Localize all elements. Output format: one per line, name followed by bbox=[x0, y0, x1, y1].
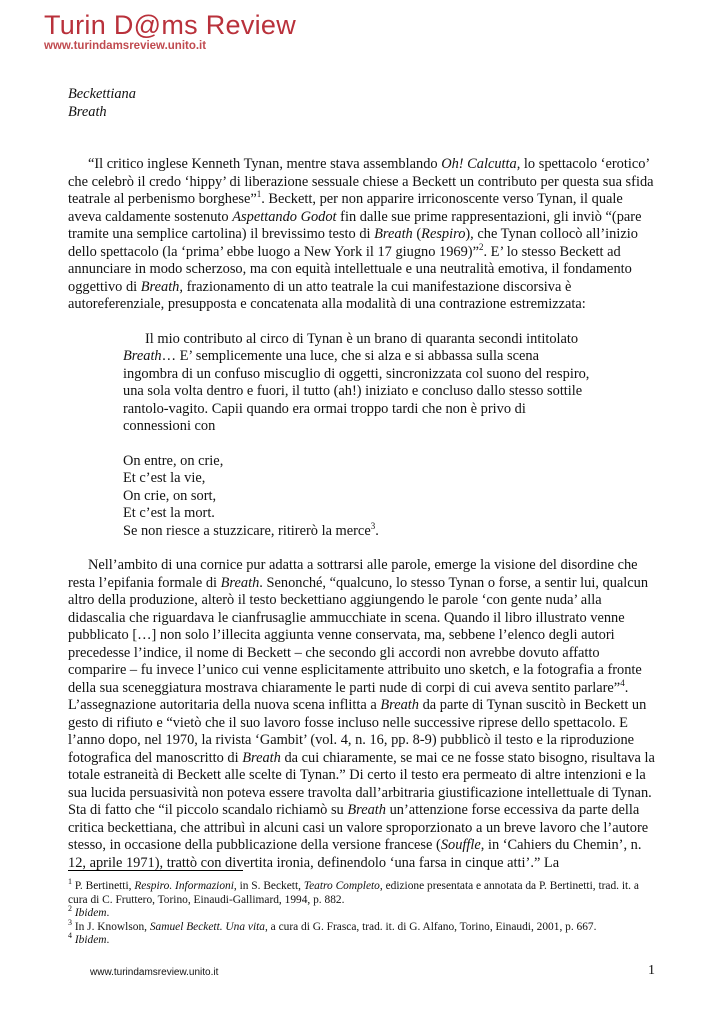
footnote-ref-4: 4 bbox=[620, 677, 625, 688]
footnote-3: $^3$ In J. Knowlson, Samuel Beckett. Una vita, a cura di G. Frasca, trad. it. di G. Alfano, Torino, Einaudi, 2001, p. 667. bbox=[68, 917, 597, 933]
article-body bbox=[68, 86, 658, 872]
poem-line: On crie, on sort, bbox=[123, 487, 217, 504]
section-label: Beckettiana bbox=[68, 86, 136, 102]
poem-quote bbox=[123, 453, 593, 541]
footnotes bbox=[68, 877, 658, 948]
quote-closing-line: Se non riesce a stuzzicare, ritirerò la merce$^3$. bbox=[123, 520, 379, 539]
footnote-ref-3: 3 bbox=[370, 520, 376, 531]
paragraph-1: “Il critico inglese Kenneth Tynan, mentre stava assemblando Oh! Calcutta, lo spettacolo ‘erotico’ che celebrò il credo ‘hippy’ di liberazione sessuale chiese a Beckett un contributo per questa sua sfida teatrale al perbenismo borghese”$^1$. Beckett, per non apparire irriconoscente verso Tynan, il quale aveva caldamente sostenuto Aspettando Godot fin dalle sue prime rappresentazioni, gli inviò “(pare tramite una semplice cartolina) il brevissimo testo di Breath (Respiro), che Tynan collocò all’inizio dello spettacolo (la ‘prima’ ebbe luogo a New York il 17 giugno 1969)”$^2$. E’ lo stesso Beckett ad annunciare in modo scherzoso, ma con equità intellettuale e una neutralità emotiva, il fondamento oggettivo di Breath, frazionamento di un atto teatrale la cui manifestazione discorsiva è autoreferenziale, presupposta e concatenata alla modalità di una contrazione estremizzata: bbox=[68, 156, 654, 312]
article-title: Breath bbox=[68, 103, 107, 120]
journal-url[interactable]: www.turindamsreview.unito.it bbox=[44, 40, 207, 52]
journal-header bbox=[44, 10, 296, 53]
poem-line: On entre, on crie, bbox=[123, 452, 224, 469]
paragraph-2: Nell’ambito di una cornice pur adatta a sottrarsi alle parole, emerge la visione del disordine che resta l’epifania formale di Breath. Senonché, “qualcuno, lo stesso Tynan o forse, a sentir lui, qualcun altro della produzione, alterò il testo beckettiano aggiungendo le parole ‘con gente nuda’ alla didascalia che riguardava le cianfrusaglie ammucchiate in scena. Quando il libro illustrato venne pubblicato […] non solo l’illecita aggiunta venne conservata, ma, sebbene l’elenco degli autori precedesse l’indice, il nome di Beckett – che secondo gli accordi non avrebbe dovuto affatto comparire – fu invece l’unico cui venne esplicitamente attribuito uno sketch, e la fotografia a fronte della sua sceneggiatura mostrava chiaramente le parti nude di corpi di cui aveva sentito parlare”$^4$. L’assegnazione autoritaria della nuova scena inflitta a Breath da parte di Tynan suscitò in Beckett un gesto di rifiuto e “vietò che il suo lavoro fosse incluso nelle successive riprese dello spettacolo. E l’anno dopo, nel 1970, la rivista ‘Gambit’ (vol. 4, n. 16, pp. 8-9) pubblicò il testo e la riproduzione fotografica del manoscritto di Breath da cui chiaramente, se mai ce ne fosse stato bisogno, risultava la totale estraneità di Beckett alle scelte di Tynan.” Di certo il testo era permeato di altre intenzioni e la sua lucida persuasività non poteva essere travolta dall’arbitraria giustificazione intellettuale di Tynan. Sta di fatto che “il piccolo scandalo richiamò su Breath un’attenzione forse eccessiva da parte della critica beckettiana, che attribuì in alcuni casi un valore sproporzionato a un breve lavoro che l’autore stesso, in occasione della pubblicazione della versione francese (Souffle, in ‘Cahiers du Chemin’, n. 12, aprile 1971), trattò con divertita ironia, definendolo ‘una farsa in cinque atti’.” La bbox=[68, 557, 655, 871]
poem-line: Et c’est la vie, bbox=[123, 470, 206, 486]
journal-title: Turin D@ms Review bbox=[44, 10, 297, 40]
poem-line: Et c’est la mort. bbox=[123, 505, 215, 521]
footnote-4: $^4$ Ibidem. bbox=[68, 931, 110, 947]
page-number: 1 bbox=[648, 963, 655, 978]
footnote-1: $^1$ P. Bertinetti, Respiro. Informazioni, in S. Beckett, Teatro Completo, edizione presentata e annotata da P. Bertinetti, trad. it. a cura di C. Fruttero, Torino, Einaudi-Gallimard, 1994, p. 882. bbox=[68, 877, 639, 906]
footnote-ref-2: 2 bbox=[478, 241, 484, 252]
footnote-2: $^2$ Ibidem. bbox=[68, 904, 110, 920]
footnote-divider bbox=[68, 870, 243, 871]
block-quote: Il mio contributo al circo di Tynan è un brano di quaranta secondi intitolato Breath… E’ semplicemente una luce, che si alza e si abbassa sulla scena ingombra di un confuso miscuglio di oggetti, sincronizzata col suono del respiro, una sola volta dentro e fuori, il tutto (ah!) iniziato e concluso dallo stesso sottile rantolo-vagito. Capii quando era ormai troppo tardi che non è privo di connessioni con On entre, on crie, Et c’est la vie, On crie, on sort, Et c’est la mort. Se non riesce a stuzzicare, ritirerò la merce$^3$. bbox=[123, 331, 593, 541]
footer-url[interactable]: www.turindamsreview.unito.it bbox=[90, 967, 219, 978]
footnote-ref-1: 1 bbox=[256, 189, 262, 200]
